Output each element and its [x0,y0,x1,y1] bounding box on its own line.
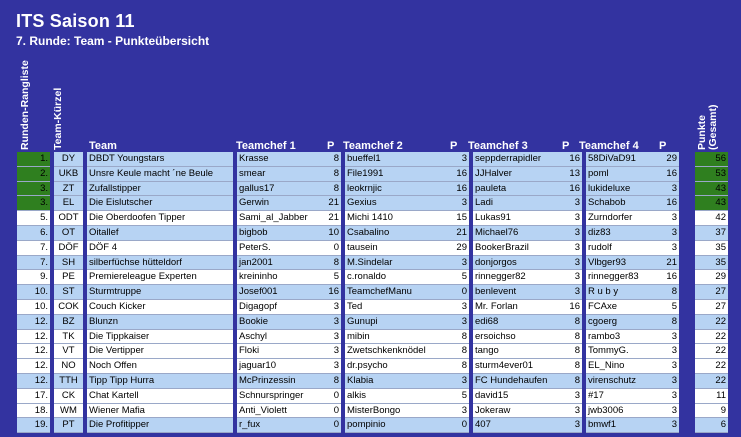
column-gap [679,182,695,197]
table-row [17,330,728,345]
teamchef1-cell: smear [237,167,324,182]
points2-cell: 0 [448,418,469,433]
teamchef2-cell: Michi 1410 [345,211,448,226]
table-row [17,285,728,300]
header-p4: P [659,140,667,152]
points4-cell: 16 [661,196,679,211]
points4-cell: 3 [661,182,679,197]
points4-cell: 3 [661,226,679,241]
table-row [17,182,728,197]
points2-cell: 5 [448,389,469,404]
column-gap [679,270,695,285]
team-name-cell: DBDT Youngstars [87,152,233,167]
team-code-cell: VT [54,344,83,359]
points1-cell: 8 [324,182,341,197]
team-code-cell: PE [54,270,83,285]
header-points: Punkte (Gesamt) [696,104,719,150]
table-row [17,256,728,271]
team-name-cell: DÖF 4 [87,241,233,256]
column-gap [679,285,695,300]
table-row [17,300,728,315]
points1-cell: 0 [324,389,341,404]
rank-cell: 9. [17,270,50,285]
teamchef4-cell: rambo3 [586,330,661,345]
team-name-cell: Wiener Mafia [87,404,233,419]
teamchef2-cell: TeamchefManu [345,285,448,300]
teamchef1-cell: jaguar10 [237,359,324,374]
rank-cell: 10. [17,300,50,315]
team-code-cell: ODT [54,211,83,226]
team-code-cell: WM [54,404,83,419]
team-name-cell: Die Profitipper [87,418,233,433]
points1-cell: 8 [324,256,341,271]
points2-cell: 15 [448,211,469,226]
team-code-cell: PT [54,418,83,433]
rank-cell: 1. [17,152,50,167]
page-subtitle: 7. Runde: Team - Punkteübersicht [16,34,210,48]
teamchef2-cell: Gunupi [345,315,448,330]
teamchef2-cell: bueffel1 [345,152,448,167]
teamchef4-cell: poml [586,167,661,182]
points1-cell: 21 [324,196,341,211]
table-row [17,389,728,404]
rank-cell: 3. [17,196,50,211]
teamchef1-cell: bigbob [237,226,324,241]
points1-cell: 21 [324,211,341,226]
points2-cell: 29 [448,241,469,256]
team-code-cell: COK [54,300,83,315]
points3-cell: 3 [563,270,582,285]
team-code-cell: SH [54,256,83,271]
teamchef3-cell: tango [473,344,563,359]
teamchef1-cell: Bookie [237,315,324,330]
team-name-cell: Noch Offen [87,359,233,374]
points2-cell: 3 [448,256,469,271]
teamchef2-cell: c.ronaldo [345,270,448,285]
teamchef4-cell: rudolf [586,241,661,256]
team-code-cell: TK [54,330,83,345]
team-name-cell: Sturmtruppe [87,285,233,300]
points1-cell: 3 [324,344,341,359]
table-row [17,152,728,167]
column-gap [679,404,695,419]
total-points-cell: 42 [695,211,728,226]
teamchef3-cell: donjorgos [473,256,563,271]
teamchef4-cell: EL_Nino [586,359,661,374]
points3-cell: 3 [563,196,582,211]
total-points-cell: 27 [695,300,728,315]
team-name-cell: Chat Kartell [87,389,233,404]
teamchef1-cell: Schnurspringer [237,389,324,404]
teamchef1-cell: Sami_al_Jabber [237,211,324,226]
team-name-cell: Die Oberdoofen Tipper [87,211,233,226]
total-points-cell: 6 [695,418,728,433]
points3-cell: 3 [563,226,582,241]
header-code: Team-Kürzel [52,87,64,150]
teamchef1-cell: r_fux [237,418,324,433]
team-code-cell: UKB [54,167,83,182]
ranking-table-body [17,152,728,433]
teamchef2-cell: File1991 [345,167,448,182]
teamchef3-cell: sturm4ever01 [473,359,563,374]
total-points-cell: 35 [695,256,728,271]
table-row [17,196,728,211]
teamchef2-cell: Csabalino [345,226,448,241]
team-name-cell: Couch Kicker [87,300,233,315]
teamchef1-cell: Gerwin [237,196,324,211]
points1-cell: 10 [324,226,341,241]
teamchef4-cell: R u b y [586,285,661,300]
teamchef4-cell: cgoerg [586,315,661,330]
rank-cell: 6. [17,226,50,241]
header-p1: P [327,140,335,152]
teamchef4-cell: Schabob [586,196,661,211]
column-gap [679,241,695,256]
teamchef3-cell: JJHalver [473,167,563,182]
team-name-cell: Tipp Tipp Hurra [87,374,233,389]
points4-cell: 3 [661,211,679,226]
header-tc1: Teamchef 1 [236,140,296,152]
teamchef1-cell: Floki [237,344,324,359]
points4-cell: 8 [661,315,679,330]
teamchef3-cell: 407 [473,418,563,433]
teamchef4-cell: rinnegger83 [586,270,661,285]
teamchef4-cell: Zurndorfer [586,211,661,226]
column-gap [679,226,695,241]
teamchef3-cell: Lukas91 [473,211,563,226]
team-code-cell: CK [54,389,83,404]
rank-cell: 5. [17,211,50,226]
table-row [17,226,728,241]
points3-cell: 3 [563,211,582,226]
teamchef1-cell: kreininho [237,270,324,285]
points3-cell: 8 [563,344,582,359]
points2-cell: 3 [448,152,469,167]
points2-cell: 8 [448,344,469,359]
total-points-cell: 56 [695,152,728,167]
teamchef3-cell: FC Hundehaufen [473,374,563,389]
teamchef3-cell: edi68 [473,315,563,330]
table-row [17,211,728,226]
team-name-cell: Die Vertipper [87,344,233,359]
points3-cell: 13 [563,167,582,182]
points4-cell: 5 [661,300,679,315]
teamchef2-cell: alkis [345,389,448,404]
points1-cell: 0 [324,241,341,256]
teamchef1-cell: McPrinzessin [237,374,324,389]
teamchef4-cell: bmwf1 [586,418,661,433]
teamchef3-cell: david15 [473,389,563,404]
team-code-cell: DÖF [54,241,83,256]
rank-cell: 2. [17,167,50,182]
teamchef3-cell: Ladi [473,196,563,211]
teamchef3-cell: ersoichso [473,330,563,345]
points3-cell: 16 [563,300,582,315]
team-code-cell: ST [54,285,83,300]
points2-cell: 5 [448,270,469,285]
team-name-cell: Oitallef [87,226,233,241]
header-rank: Runden-Rangliste [19,60,31,150]
points1-cell: 8 [324,152,341,167]
total-points-cell: 22 [695,359,728,374]
points1-cell: 3 [324,359,341,374]
teamchef1-cell: Krasse [237,152,324,167]
points1-cell: 0 [324,404,341,419]
teamchef3-cell: Jokeraw [473,404,563,419]
total-points-cell: 22 [695,344,728,359]
teamchef2-cell: mibin [345,330,448,345]
column-gap [679,418,695,433]
points1-cell: 0 [324,418,341,433]
column-gap [679,315,695,330]
points4-cell: 3 [661,330,679,345]
total-points-cell: 53 [695,167,728,182]
total-points-cell: 29 [695,270,728,285]
total-points-cell: 27 [695,285,728,300]
team-name-cell: Die Tippkaiser [87,330,233,345]
points1-cell: 16 [324,285,341,300]
points3-cell: 3 [563,389,582,404]
teamchef4-cell: #17 [586,389,661,404]
team-name-cell: silberfüchse hütteldorf [87,256,233,271]
column-gap [679,359,695,374]
ranking-table [17,152,728,433]
rank-cell: 12. [17,359,50,374]
column-gap [679,344,695,359]
points1-cell: 8 [324,167,341,182]
column-gap [679,256,695,271]
points3-cell: 3 [563,241,582,256]
points2-cell: 0 [448,285,469,300]
total-points-cell: 43 [695,182,728,197]
teamchef4-cell: Vlbger93 [586,256,661,271]
total-points-cell: 35 [695,241,728,256]
teamchef2-cell: Gexius [345,196,448,211]
rank-cell: 12. [17,374,50,389]
table-row [17,374,728,389]
table-row [17,344,728,359]
column-gap [679,211,695,226]
teamchef4-cell: TommyG. [586,344,661,359]
teamchef4-cell: 58DiVaD91 [586,152,661,167]
points2-cell: 3 [448,374,469,389]
teamchef4-cell: jwb3006 [586,404,661,419]
teamchef3-cell: Mr. Forlan [473,300,563,315]
teamchef3-cell: benlevent [473,285,563,300]
teamchef2-cell: tausein [345,241,448,256]
teamchef3-cell: Michael76 [473,226,563,241]
points2-cell: 3 [448,300,469,315]
points1-cell: 8 [324,374,341,389]
points4-cell: 3 [661,359,679,374]
team-code-cell: BZ [54,315,83,330]
column-gap [679,300,695,315]
points3-cell: 3 [563,404,582,419]
rank-cell: 10. [17,285,50,300]
points2-cell: 8 [448,359,469,374]
teamchef1-cell: Digagopf [237,300,324,315]
team-name-cell: Blunzn [87,315,233,330]
points3-cell: 3 [563,256,582,271]
header-tc4: Teamchef 4 [579,140,639,152]
points2-cell: 8 [448,330,469,345]
team-code-cell: NO [54,359,83,374]
rank-cell: 17. [17,389,50,404]
table-row [17,270,728,285]
header-team: Team [89,140,117,152]
points2-cell: 3 [448,315,469,330]
teamchef3-cell: rinnegger82 [473,270,563,285]
teamchef3-cell: seppderrapidler [473,152,563,167]
teamchef2-cell: MisterBongo [345,404,448,419]
teamchef2-cell: Klabia [345,374,448,389]
total-points-cell: 22 [695,374,728,389]
column-gap [679,389,695,404]
teamchef1-cell: jan2001 [237,256,324,271]
table-row [17,315,728,330]
points2-cell: 16 [448,167,469,182]
column-gap [679,152,695,167]
teamchef2-cell: Zwetschkenknödel [345,344,448,359]
total-points-cell: 9 [695,404,728,419]
points1-cell: 5 [324,270,341,285]
points4-cell: 3 [661,389,679,404]
rank-cell: 12. [17,344,50,359]
teamchef1-cell: Aschyl [237,330,324,345]
teamchef2-cell: dr.psycho [345,359,448,374]
total-points-cell: 43 [695,196,728,211]
total-points-cell: 22 [695,330,728,345]
teamchef2-cell: Ted [345,300,448,315]
teamchef2-cell: pompinio [345,418,448,433]
header-p2: P [450,140,458,152]
points4-cell: 21 [661,256,679,271]
team-code-cell: TTH [54,374,83,389]
team-code-cell: OT [54,226,83,241]
points4-cell: 3 [661,418,679,433]
table-row [17,359,728,374]
points2-cell: 16 [448,182,469,197]
teamchef1-cell: gallus17 [237,182,324,197]
points2-cell: 3 [448,196,469,211]
team-name-cell: Unsre Keule macht ´ne Beule [87,167,233,182]
table-row [17,167,728,182]
column-gap [679,330,695,345]
teamchef2-cell: leokrnjic [345,182,448,197]
points4-cell: 8 [661,285,679,300]
points3-cell: 8 [563,359,582,374]
total-points-cell: 22 [695,315,728,330]
rank-cell: 12. [17,330,50,345]
points4-cell: 3 [661,241,679,256]
points4-cell: 3 [661,404,679,419]
points1-cell: 3 [324,330,341,345]
rank-cell: 19. [17,418,50,433]
team-name-cell: Zufallstipper [87,182,233,197]
column-gap [679,167,695,182]
points4-cell: 29 [661,152,679,167]
points4-cell: 16 [661,270,679,285]
points3-cell: 3 [563,285,582,300]
points4-cell: 3 [661,344,679,359]
points3-cell: 8 [563,315,582,330]
points3-cell: 16 [563,182,582,197]
total-points-cell: 37 [695,226,728,241]
points1-cell: 3 [324,315,341,330]
points3-cell: 3 [563,418,582,433]
column-gap [679,374,695,389]
points4-cell: 3 [661,374,679,389]
points4-cell: 16 [661,167,679,182]
table-row [17,404,728,419]
team-name-cell: Die Eislutscher [87,196,233,211]
teamchef4-cell: diz83 [586,226,661,241]
teamchef1-cell: Josef001 [237,285,324,300]
rank-cell: 12. [17,315,50,330]
points3-cell: 8 [563,330,582,345]
header-p3: P [562,140,570,152]
team-code-cell: EL [54,196,83,211]
rank-cell: 18. [17,404,50,419]
team-code-cell: ZT [54,182,83,197]
header-tc3: Teamchef 3 [468,140,528,152]
team-name-cell: Premiereleague Experten [87,270,233,285]
page-title: ITS Saison 11 [16,11,135,31]
teamchef4-cell: lukideluxe [586,182,661,197]
points2-cell: 21 [448,226,469,241]
teamchef3-cell: pauleta [473,182,563,197]
rank-cell: 7. [17,256,50,271]
teamchef1-cell: Anti_Violett [237,404,324,419]
teamchef4-cell: virenschutz [586,374,661,389]
column-gap [679,196,695,211]
team-code-cell: DY [54,152,83,167]
points3-cell: 16 [563,152,582,167]
teamchef2-cell: M.Sindelar [345,256,448,271]
teamchef3-cell: BookerBrazil [473,241,563,256]
points3-cell: 8 [563,374,582,389]
table-row [17,418,728,433]
points2-cell: 3 [448,404,469,419]
teamchef4-cell: FCAxe [586,300,661,315]
header-tc2: Teamchef 2 [343,140,403,152]
rank-cell: 7. [17,241,50,256]
teamchef1-cell: PeterS. [237,241,324,256]
points1-cell: 3 [324,300,341,315]
total-points-cell: 11 [695,389,728,404]
table-row [17,241,728,256]
rank-cell: 3. [17,182,50,197]
